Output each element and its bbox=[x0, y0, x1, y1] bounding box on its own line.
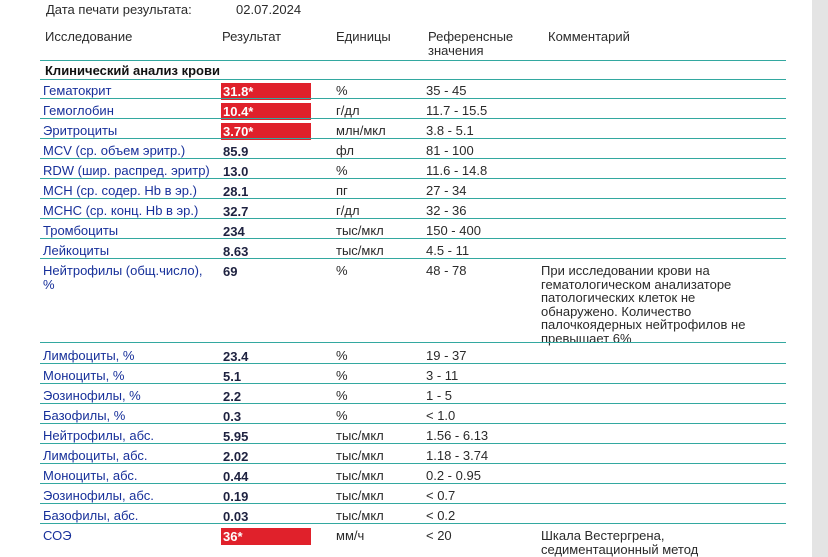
reference-value: 32 - 36 bbox=[426, 203, 467, 218]
row-divider bbox=[40, 523, 786, 524]
result-value: 0.44 bbox=[223, 469, 249, 484]
result-value: 5.95 bbox=[223, 429, 249, 444]
units-value: % bbox=[336, 408, 348, 423]
units-value: фл bbox=[336, 143, 354, 158]
result-value: 0.3 bbox=[223, 409, 242, 424]
test-name: СОЭ bbox=[43, 528, 72, 543]
comment-text: При исследовании крови на гематологическом анализаторе патологических клеток не обнаружено. Количество палочкоядерных нейтрофилов не превышает 6% bbox=[541, 263, 746, 346]
column-header-study: Исследование bbox=[45, 29, 133, 44]
row-divider bbox=[40, 503, 786, 504]
reference-value: 1.56 - 6.13 bbox=[426, 428, 489, 443]
column-header-units: Единицы bbox=[336, 29, 391, 44]
test-name: Гематокрит bbox=[43, 83, 112, 98]
test-name: RDW (шир. распред. эритр) bbox=[43, 163, 210, 178]
reference-value: 19 - 37 bbox=[426, 348, 467, 363]
result-value: 0.03 bbox=[223, 509, 249, 524]
row-divider bbox=[40, 198, 786, 199]
header-divider bbox=[40, 60, 786, 61]
column-header-comment: Комментарий bbox=[548, 29, 630, 44]
reference-value: < 0.7 bbox=[426, 488, 456, 503]
row-divider bbox=[40, 238, 786, 239]
row-divider bbox=[40, 383, 786, 384]
reference-value: 81 - 100 bbox=[426, 143, 474, 158]
test-name: Нейтрофилы, абс. bbox=[43, 428, 155, 443]
page-edge bbox=[812, 0, 828, 557]
row-divider bbox=[40, 403, 786, 404]
section-title: Клинический анализ крови bbox=[45, 63, 220, 78]
result-value: 3.70* bbox=[221, 123, 311, 140]
result-value: 31.8* bbox=[221, 83, 311, 100]
units-value: тыс/мкл bbox=[336, 488, 384, 503]
row-divider bbox=[40, 138, 786, 139]
row-divider bbox=[40, 423, 786, 424]
result-value: 36* bbox=[221, 528, 311, 545]
test-name: MCHC (ср. конц. Hb в эр.) bbox=[43, 203, 199, 218]
units-value: тыс/мкл bbox=[336, 428, 384, 443]
result-value: 5.1 bbox=[223, 369, 242, 384]
reference-value: 1 - 5 bbox=[426, 388, 453, 403]
row-divider bbox=[40, 363, 786, 364]
units-value: млн/мкл bbox=[336, 123, 386, 138]
column-header-reference: Референсные значения bbox=[428, 29, 514, 58]
result-value: 85.9 bbox=[223, 144, 249, 159]
units-value: тыс/мкл bbox=[336, 223, 384, 238]
reference-value: 35 - 45 bbox=[426, 83, 467, 98]
test-name: Тромбоциты bbox=[43, 223, 119, 238]
test-name: Эритроциты bbox=[43, 123, 118, 138]
result-value: 28.1 bbox=[223, 184, 249, 199]
units-value: пг bbox=[336, 183, 348, 198]
units-value: тыс/мкл bbox=[336, 448, 384, 463]
units-value: тыс/мкл bbox=[336, 468, 384, 483]
section-divider bbox=[40, 79, 786, 80]
test-name: Лимфоциты, % bbox=[43, 348, 135, 363]
row-divider bbox=[40, 342, 786, 343]
units-value: г/дл bbox=[336, 203, 360, 218]
row-divider bbox=[40, 158, 786, 159]
reference-value: 3.8 - 5.1 bbox=[426, 123, 474, 138]
test-name: Лимфоциты, абс. bbox=[43, 448, 148, 463]
units-value: % bbox=[336, 83, 348, 98]
result-value: 13.0 bbox=[223, 164, 249, 179]
row-divider bbox=[40, 118, 786, 119]
reference-value: 0.2 - 0.95 bbox=[426, 468, 481, 483]
test-name: Гемоглобин bbox=[43, 103, 114, 118]
units-value: % bbox=[336, 263, 348, 278]
reference-value: 4.5 - 11 bbox=[426, 243, 470, 258]
reference-value: < 20 bbox=[426, 528, 452, 543]
result-value: 23.4 bbox=[223, 349, 249, 364]
units-value: % bbox=[336, 163, 348, 178]
comment-text: Шкала Вестергрена, седиментационный метод bbox=[541, 528, 699, 557]
result-value: 69 bbox=[223, 264, 238, 279]
result-value: 10.4* bbox=[221, 103, 311, 120]
row-divider bbox=[40, 443, 786, 444]
print-date bbox=[46, 2, 302, 17]
row-divider bbox=[40, 178, 786, 179]
units-value: % bbox=[336, 368, 348, 383]
row-divider bbox=[40, 98, 786, 99]
test-name: Базофилы, абс. bbox=[43, 508, 139, 523]
test-name: MCV (ср. объем эритр.) bbox=[43, 143, 186, 158]
test-name: Моноциты, % bbox=[43, 368, 125, 383]
result-value: 32.7 bbox=[223, 204, 249, 219]
row-divider bbox=[40, 483, 786, 484]
test-name: Нейтрофилы (общ.число), % bbox=[43, 263, 203, 292]
units-value: г/дл bbox=[336, 103, 360, 118]
row-divider bbox=[40, 258, 786, 259]
result-value: 234 bbox=[223, 224, 245, 239]
units-value: мм/ч bbox=[336, 528, 365, 543]
row-divider bbox=[40, 218, 786, 219]
reference-value: 27 - 34 bbox=[426, 183, 467, 198]
test-name: Моноциты, абс. bbox=[43, 468, 138, 483]
reference-value: 3 - 11 bbox=[426, 368, 459, 383]
test-name: Эозинофилы, абс. bbox=[43, 488, 154, 503]
column-header-result: Результат bbox=[222, 29, 282, 44]
test-name: Эозинофилы, % bbox=[43, 388, 141, 403]
test-name: Базофилы, % bbox=[43, 408, 126, 423]
reference-value: < 1.0 bbox=[426, 408, 456, 423]
reference-value: 11.7 - 15.5 bbox=[426, 103, 488, 118]
result-value: 2.02 bbox=[223, 449, 249, 464]
units-value: % bbox=[336, 388, 348, 403]
row-divider bbox=[40, 463, 786, 464]
reference-value: 1.18 - 3.74 bbox=[426, 448, 489, 463]
reference-value: 150 - 400 bbox=[426, 223, 481, 238]
result-value: 0.19 bbox=[223, 489, 249, 504]
print-date-value: 02.07.2024 bbox=[236, 2, 302, 17]
units-value: % bbox=[336, 348, 348, 363]
units-value: тыс/мкл bbox=[336, 243, 384, 258]
test-name: Лейкоциты bbox=[43, 243, 110, 258]
print-date-label: Дата печати результата: bbox=[46, 2, 192, 17]
units-value: тыс/мкл bbox=[336, 508, 384, 523]
result-value: 2.2 bbox=[223, 389, 242, 404]
reference-value: < 0.2 bbox=[426, 508, 456, 523]
reference-value: 48 - 78 bbox=[426, 263, 467, 278]
result-value: 8.63 bbox=[223, 244, 249, 259]
reference-value: 11.6 - 14.8 bbox=[426, 163, 488, 178]
test-name: MCH (ср. содер. Hb в эр.) bbox=[43, 183, 197, 198]
